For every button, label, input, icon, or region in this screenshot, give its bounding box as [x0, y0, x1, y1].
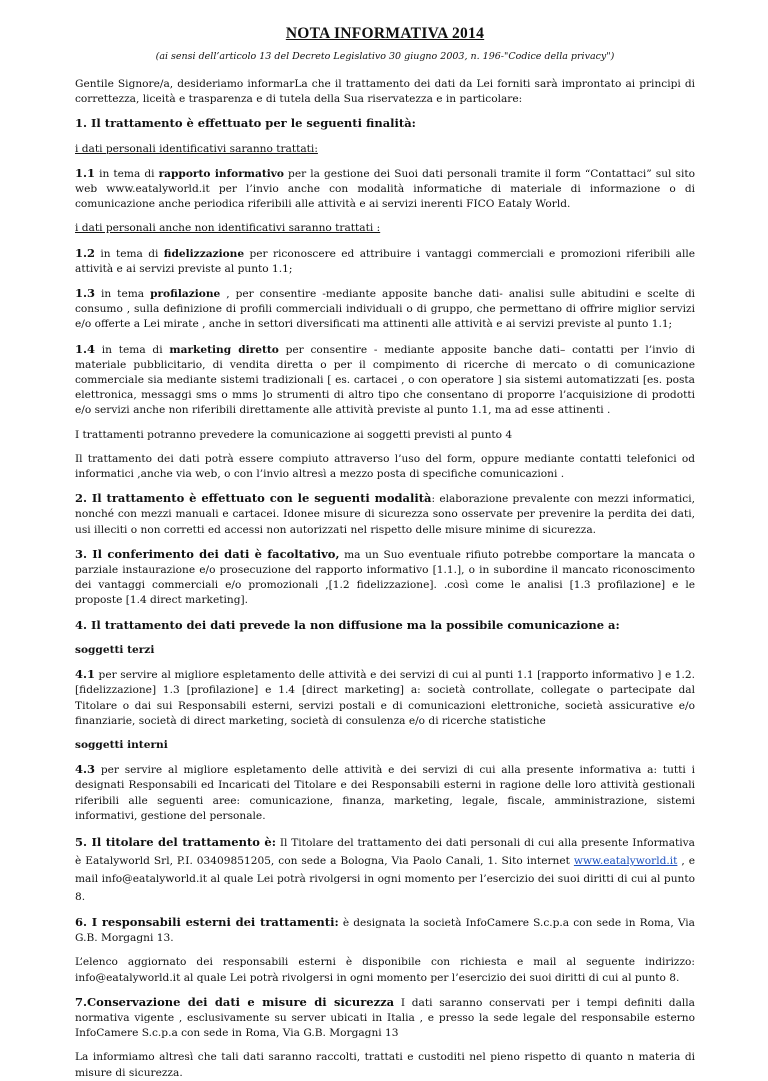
non-identificativi-label: i dati personali anche non identificativi saranno trattati : [75, 222, 381, 235]
num-1-4: 1.4 [75, 341, 96, 356]
website-link[interactable]: www.eatalyworld.it [573, 854, 678, 867]
section-2-paragraph: 2. Il trattamento è effettuato con le seguenti modalità: elaborazione prevalente con mezzi informatici, nonché con mezzi manuali e cartacei. Idonee misure di sicurezza sono osservate per prevenire la perdita dei dati, usi illeciti o non corretti ed accessi non autorizzati nel rispetto delle misure minime di sicurezza. [75, 491, 695, 536]
section-2-heading: 2. Il trattamento è effettuato con le seguenti modalità [75, 491, 432, 506]
section-4-heading: 4. Il trattamento dei dati prevede la non diffusione ma la possibile comunicazione a: [75, 617, 620, 632]
section-7-paragraph: 7.Conservazione dei dati e misure di sicurezza I dati saranno conservati per i tempi definiti dalla normativa vigente , esclusivamente su server ubicati in Italia , e presso la sede legale del responsabile esterno InfoCamere S.c.p.a con sede in Roma, Via G.B. Morgagni 13 [75, 994, 695, 1040]
section-6-paragraph: 6. I responsabili esterni dei trattamenti: è designata la società InfoCamere S.c.p.a con sede in Roma, Via G.B. Morgagni 13. [75, 914, 695, 945]
paragraph-1-2: 1.2 in tema di fidelizzazione per riconoscere ed attribuire i vantaggi commerciali e promozioni riferibili alle attività e ai servizi previste al punto 1.1; [75, 245, 695, 275]
paragraph-1-1: 1.1 in tema di rapporto informativo per la gestione dei Suoi dati personali tramite il form “Contattaci” sul sito web www.eatalyworld.it per l’invio anche con modalità informatiche di materiale di informazione o di comunicazione anche periodica riferibili alle attività e ai servizi inerenti FICO Eataly World. [75, 165, 695, 211]
term-marketing-diretto: marketing diretto [169, 343, 279, 356]
paragraph-1-4: 1.4 in tema di marketing diretto per consentire - mediante apposite banche dati– contatti per l’invio di materiale pubblicitario, di vendita diretta o per il compimento di ricerche di mercato o di comunicazione commerciale sia mediante sistemi tradizionali [ es. cartacei , o con operatore ] sia sistemi automatizzati [es. posta elettronica, messaggi sms o mms ]o strumenti di altro tipo che consentano di proporre l’acquisizione di prodotti e/o servizi anche non riferibili direttamente alle attività previste al punto 1.1, ma ad esse attinenti . [75, 341, 696, 417]
num-1-1: 1.1 [75, 165, 96, 180]
term-fidelizzazione: fidelizzazione [163, 247, 245, 260]
num-4-1: 4.1 [75, 667, 96, 682]
soggetti-terzi-label: soggetti terzi [75, 643, 155, 656]
num-4-3: 4.3 [75, 762, 96, 777]
term-profilazione: profilazione [150, 288, 221, 301]
page-title: NOTA INFORMATIVA 2014 [285, 25, 485, 42]
section-5-paragraph: 5. Il titolare del trattamento è: Il Titolare del trattamento dei dati personali di cui alla presente Informativa è Eatalyworld Srl, P.I. 03409851205, con sede a Bologna, Via Paolo Canali, 1. Sito internet www.eatalyworld.it , e mail info@eatalyworld.it al quale Lei potrà rivolgersi in ogni momento per l’esercizio dei suoi diritti di cui al punto 8. [75, 834, 696, 903]
soggetti-interni-label: soggetti interni [75, 738, 168, 751]
paragraph-4-1: 4.1 per servire al migliore espletamento delle attività e dei servizi di cui al punti 1.1 [rapporto informativo ] e 1.2. [fidelizzazione] 1.3 [profilazione] e 1.4 [direct marketing] a: società controllate, collegate o partecipate dal Titolare o dai sui Responsabili esterni, servizi postali e di comunicazioni elettroniche, società assicurative e/o finanziarie, società di direct marketing, società di consulenza e/o di ricerche statistiche [75, 667, 695, 727]
closing-paragraph: La informiamo altresì che tali dati saranno raccolti, trattati e custoditi nel pieno rispetto di quanto n materia di misure di sicurezza. [75, 1051, 695, 1079]
intro-paragraph: Gentile Signore/a, desideriamo informarLa che il trattamento dei dati da Lei forniti sarà improntato ai principi di correttezza, liceità e trasparenza e di tutela della Sua riservatezza e in particolare: [75, 78, 695, 106]
section-5-heading: 5. Il titolare del trattamento è: [75, 834, 276, 849]
section-3-heading: 3. Il conferimento dei dati è facoltativo, [75, 546, 340, 561]
paragraph-4-3: 4.3 per servire al migliore espletamento delle attività e dei servizi di cui alla presente informativa a: tutti i designati Responsabili ed Incaricati del Titolare e dei Responsabili esterni in ragione delle loro attività gestionali riferibili alle seguenti aree: comunicazione, finanza, marketing, legale, fiscale, amministrazione, sistemi informativi, gestione del personale. [75, 762, 695, 822]
num-1-3: 1.3 [75, 286, 96, 301]
paragraph-1-3: 1.3 in tema profilazione , per consentire -mediante apposite banche dati- analisi sulle abitudini e scelte di consumo , sulla definizione di profili commerciali individuali o di gruppo, che permettano di offrire miglior servizi e/o offerte a Lei mirate , anche in settori diversificati ma attinenti alle attività e ai servizi previste al punto 1.1; [75, 286, 696, 331]
num-1-2: 1.2 [75, 245, 96, 260]
page-subtitle: (ai sensi dell’articolo 13 del Decreto Legislativo 30 giugno 2003, n. 196-"Codice della privacy") [155, 51, 615, 62]
section-3-paragraph: 3. Il conferimento dei dati è facoltativo, ma un Suo eventuale rifiuto potrebbe comportare la mancata o parziale instaurazione e/o prosecuzione del rapporto informativo [1.1.], o in subordine il mancato riconoscimento dei vantaggi commerciali e/o promozionali ,[1.2 fidelizzazione]. .così come le analisi [1.3 profilazione] e le proposte [1.4 direct marketing]. [75, 546, 695, 607]
section-1-heading: 1. Il trattamento è effettuato per le seguenti finalità: [75, 116, 416, 131]
modalita-contatto-paragraph: Il trattamento dei dati potrà essere compiuto attraverso l’uso del form, oppure mediante contatti telefonici od informatici ,anche via web, o con l’invio altresì a mezzo posta di specifiche comunicazioni . [75, 452, 695, 481]
term-rapporto-informativo: rapporto informativo [158, 167, 284, 180]
section-6-heading: 6. I responsabili esterni dei trattamenti: [75, 914, 339, 929]
comunicazione-paragraph: I trattamenti potranno prevedere la comunicazione ai soggetti previsti al punto 4 [75, 428, 513, 441]
responsabili-elenco-paragraph: L’elenco aggiornato dei responsabili esterni è disponibile con richiesta e mail al seguente indirizzo: info@eatalyworld.it al quale Lei potrà rivolgersi in ogni momento per l’esercizio dei suoi diritti di cui al punto 8. [75, 956, 695, 984]
section-7-heading: 7.Conservazione dei dati e misure di sicurezza [75, 994, 395, 1009]
identificativi-label: i dati personali identificativi saranno trattati: [75, 142, 318, 155]
